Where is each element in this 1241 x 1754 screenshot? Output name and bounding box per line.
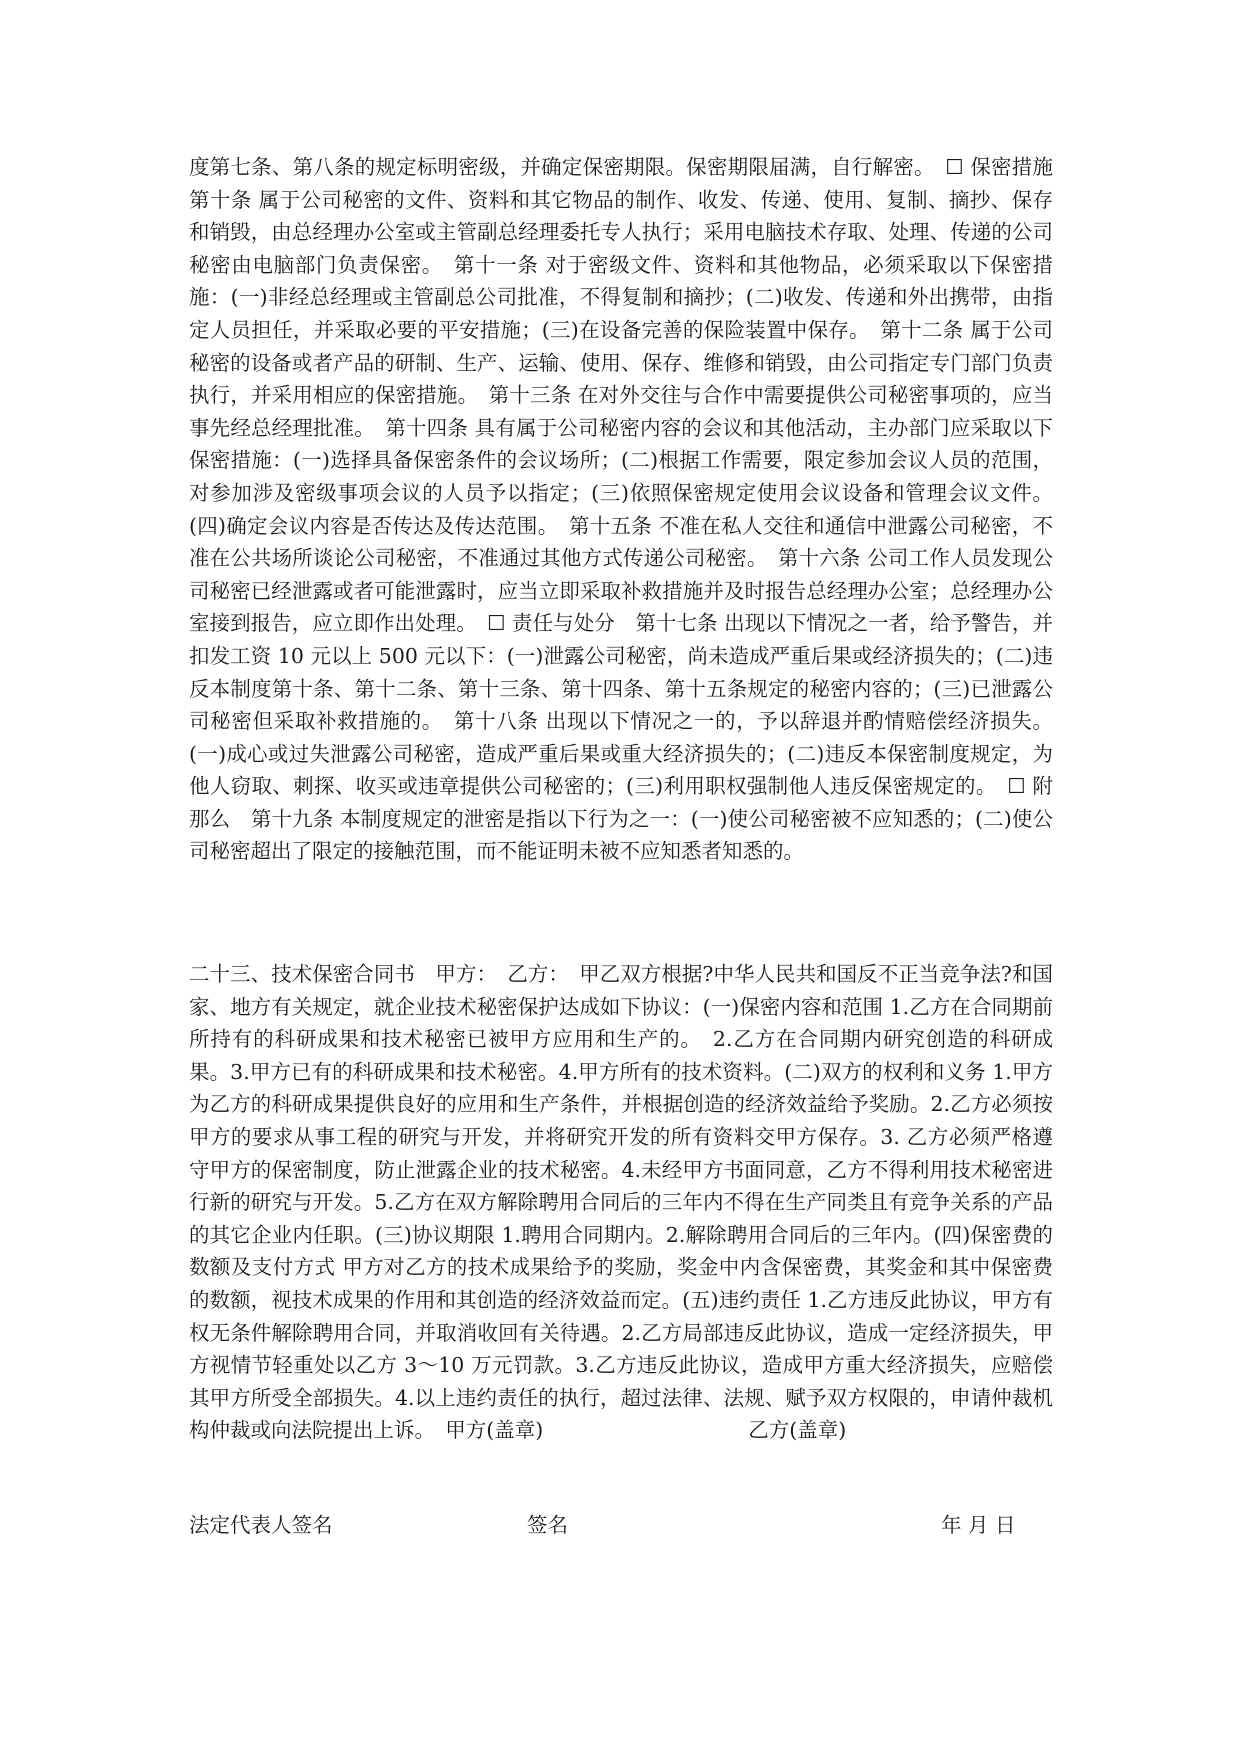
date-label: 年 月 日 xyxy=(941,1513,1016,1537)
technical-confidentiality-contract-paragraph: 二十三、技术保密合同书 甲方： 乙方： 甲乙双方根据?中华人民共和国反不正当竞争法?和国家、地方有关规定，就企业技术秘密保护达成如下协议：(一)保密内容和范围 1.乙方在合同期前所持有的科研成果和技术秘密已被甲方应用和生产的。 2.乙方在合同期内研究创造的科研成果。3.甲方已有的科研成果和技术秘密。4.甲方所有的技术资料。(二)双方的权利和义务 1.甲方为乙方的科研成果提供良好的应用和生产条件，并根据创造的经济效益给予奖励。2.乙方必须按甲方的要求从事工程的研究与开发，并将研究开发的所有资料交甲方保存。3. 乙方必须严格遵守甲方的保密制度，防止泄露企业的技术秘密。4.未经甲方书面同意，乙方不得利用技术秘密进行新的研究与开发。5.乙方在双方解除聘用合同后的三年内不得在生产同类且有竞争关系的产品的其它企业内任职。(三)协议期限 1.聘用合同期内。2.解除聘用合同后的三年内。(四)保密费的数额及支付方式 甲方对乙方的技术成果给予的奖励，奖金中内含保密费，其奖金和其中保密费的数额，视技术成果的作用和其创造的经济效益而定。(五)违约责任 1.乙方违反此协议，甲方有权无条件解除聘用合同，并取消收回有关待遇。2.乙方局部违反此协议，造成一定经济损失，甲方视情节轻重处以乙方 3～10 万元罚款。3.乙方违反此协议，造成甲方重大经济损失，应赔偿其甲方所受全部损失。4.以上违约责任的执行，超过法律、法规、赋予双方权限的，申请仲裁机构仲裁或向法院提出上诉。 甲方(盖章) 乙方(盖章) xyxy=(189,962,1053,1443)
legal-representative-signature-label: 法定代表人签名 xyxy=(189,1513,333,1537)
signature-label: 签名 xyxy=(527,1513,568,1537)
signature-line xyxy=(189,1509,1053,1541)
confidentiality-rules-paragraph: 度第七条、第八条的规定标明密级，并确定保密期限。保密期限届满，自行解密。 ☐ 保密措施 第十条 属于公司秘密的文件、资料和其它物品的制作、收发、传递、使用、复制、摘抄、保存和销毁，由总经理办公室或主管副总经理委托专人执行；采用电脑技术存取、处理、传递的公司秘密由电脑部门负责保密。 第十一条 对于密级文件、资料和其他物品，必须采取以下保密措施：(一)非经总经理或主管副总公司批准，不得复制和摘抄；(二)收发、传递和外出携带，由指定人员担任，并采取必要的平安措施；(三)在设备完善的保险装置中保存。 第十二条 属于公司秘密的设备或者产品的研制、生产、运输、使用、保存、维修和销毁，由公司指定专门部门负责执行，并采用相应的保密措施。 第十三条 在对外交往与合作中需要提供公司秘密事项的，应当事先经总经理批准。 第十四条 具有属于公司秘密内容的会议和其他活动，主办部门应采取以下保密措施：(一)选择具备保密条件的会议场所；(二)根据工作需要，限定参加会议人员的范围，对参加涉及密级事项会议的人员予以指定；(三)依照保密规定使用会议设备和管理会议文件。(四)确定会议内容是否传达及传达范围。 第十五条 不准在私人交往和通信中泄露公司秘密，不准在公共场所谈论公司秘密，不准通过其他方式传递公司秘密。 第十六条 公司工作人员发现公司秘密已经泄露或者可能泄露时，应当立即采取补救措施并及时报告总经理办公室；总经理办公室接到报告，应立即作出处理。 ☐ 责任与处分 第十七条 出现以下情况之一者，给予警告，并扣发工资 10 元以上 500 元以下：(一)泄露公司秘密，尚未造成严重后果或经济损失的；(二)违反本制度第十条、第十二条、第十三条、第十四条、第十五条规定的秘密内容的；(三)已泄露公司秘密但采取补救措施的。 第十八条 出现以下情况之一的，予以辞退并酌情赔偿经济损失。(一)成心或过失泄露公司秘密，造成严重后果或重大经济损失的；(二)违反本保密制度规定，为他人窃取、刺探、收买或违章提供公司秘密的；(三)利用职权强制他人违反保密规定的。 ☐ 附那么 第十九条 本制度规定的泄密是指以下行为之一：(一)使公司秘密被不应知悉的；(二)使公司秘密超出了限定的接触范围，而不能证明未被不应知悉者知悉的。 xyxy=(189,155,1074,864)
